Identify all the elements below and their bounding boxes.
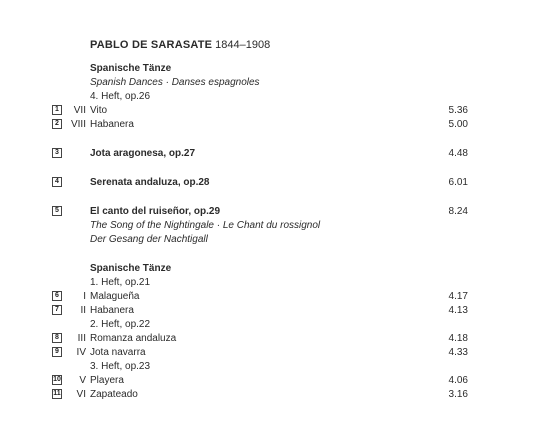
track-number-box: 11 — [53, 390, 61, 397]
track-number-box: 7 — [52, 305, 62, 315]
track-duration: 4.48 — [448, 148, 468, 159]
track-number-box: 3 — [52, 148, 62, 158]
track-duration: 4.06 — [448, 375, 468, 386]
roman-numeral: IV — [76, 347, 86, 358]
composer-heading — [90, 38, 270, 52]
work-title: Spanische Tänze — [90, 263, 172, 274]
track-title: Habanera — [90, 305, 134, 316]
track-number-box: 5 — [52, 206, 62, 216]
heft-label: 1. Heft, op.21 — [90, 277, 151, 288]
roman-numeral: III — [77, 333, 86, 344]
composer-name: PABLO DE SARASATE — [90, 39, 213, 51]
composer-years: 1844–1908 — [215, 39, 271, 51]
heft-label: 3. Heft, op.23 — [90, 361, 151, 372]
track-title: Zapateado — [90, 389, 138, 400]
track-number-box: 8 — [52, 333, 62, 343]
track-number-box: 10 — [53, 376, 61, 383]
track-title: Jota aragonesa, op.27 — [90, 148, 196, 159]
track-duration: 4.18 — [448, 333, 468, 344]
roman-numeral: VIII — [70, 119, 86, 130]
track-title: Romanza andaluza — [90, 333, 177, 344]
roman-numeral: VII — [73, 105, 86, 116]
track-title: El canto del ruiseñor, op.29 — [90, 206, 221, 217]
roman-numeral: I — [83, 291, 86, 302]
track-duration: 4.33 — [448, 347, 468, 358]
track-duration: 8.24 — [448, 206, 468, 217]
work-subtitle: Spanish Dances · Danses espagnoles — [90, 77, 260, 88]
work-title: Spanische Tänze — [90, 63, 172, 74]
track-title: Malagueña — [90, 291, 140, 302]
track-number-box: 6 — [52, 291, 62, 301]
track-number-box: 2 — [52, 119, 62, 129]
track-title: Vito — [90, 105, 108, 116]
heft-label: 4. Heft, op.26 — [90, 91, 151, 102]
track-duration: 4.13 — [448, 305, 468, 316]
track-duration: 6.01 — [448, 177, 468, 188]
heft-label: 2. Heft, op.22 — [90, 319, 151, 330]
track-title: Serenata andaluza, op.28 — [90, 177, 210, 188]
track-duration: 5.36 — [448, 105, 468, 116]
track-title: Habanera — [90, 119, 134, 130]
roman-numeral: VI — [76, 389, 86, 400]
track-subtitle: Der Gesang der Nachtigall — [90, 234, 208, 245]
track-title: Jota navarra — [90, 347, 146, 358]
track-duration: 3.16 — [448, 389, 468, 400]
track-number-box: 9 — [52, 347, 62, 357]
track-number-box: 1 — [52, 105, 62, 115]
roman-numeral: II — [80, 305, 86, 316]
track-subtitle: The Song of the Nightingale · Le Chant du rossignol — [90, 220, 321, 231]
track-title: Playera — [90, 375, 124, 386]
track-number-box: 4 — [52, 177, 62, 187]
track-duration: 4.17 — [448, 291, 468, 302]
roman-numeral: V — [79, 375, 86, 386]
track-duration: 5.00 — [448, 119, 468, 130]
